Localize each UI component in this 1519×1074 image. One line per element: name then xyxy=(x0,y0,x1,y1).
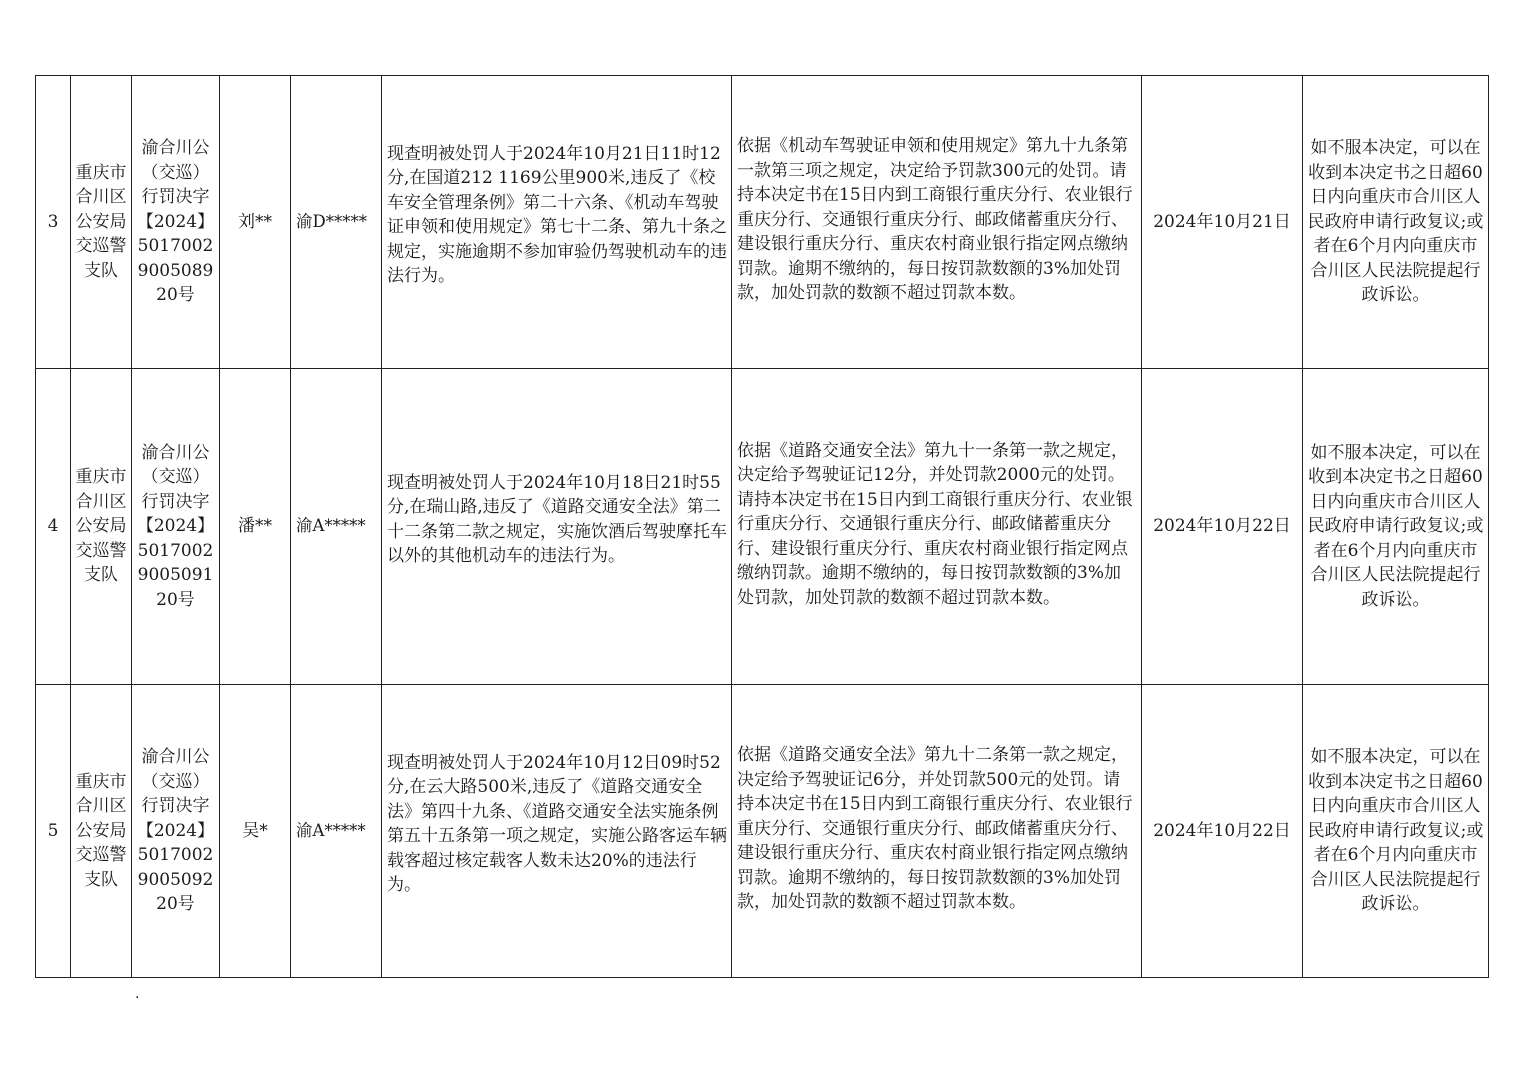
decision-cell: 依据《机动车驾驶证申领和使用规定》第九十九条第一款第三项之规定，决定给予罚款300元的处罚。请持本决定书在15日内到工商银行重庆分行、农业银行重庆分行、交通银行重庆分行、邮政储蓄重庆分行、建设银行重庆分行、重庆农村商业银行指定网点缴纳罚款。逾期不缴纳的，每日按罚款数额的3%加处罚款，加处罚款的数额不超过罚款本数。 xyxy=(732,76,1142,369)
table-row xyxy=(36,369,1489,685)
org-cell: 重庆市合川区公安局交巡警支队 xyxy=(71,685,132,978)
date-cell: 2024年10月22日 xyxy=(1142,685,1303,978)
org-cell: 重庆市合川区公安局交巡警支队 xyxy=(71,369,132,685)
name-cell: 潘** xyxy=(220,369,291,685)
table-row xyxy=(36,76,1489,369)
remedy-cell: 如不服本决定，可以在收到本决定书之日超60日内向重庆市合川区人民政府申请行政复议;或者在6个月内向重庆市合川区人民法院提起行政诉讼。 xyxy=(1303,76,1489,369)
table-row xyxy=(36,685,1489,978)
name-cell: 刘** xyxy=(220,76,291,369)
plate-cell: 渝D***** xyxy=(291,76,382,369)
date-cell: 2024年10月21日 xyxy=(1142,76,1303,369)
org-cell: 重庆市合川区公安局交巡警支队 xyxy=(71,76,132,369)
remedy-cell: 如不服本决定，可以在收到本决定书之日超60日内向重庆市合川区人民政府申请行政复议;或者在6个月内向重庆市合川区人民法院提起行政诉讼。 xyxy=(1303,685,1489,978)
decision-cell: 依据《道路交通安全法》第九十二条第一款之规定，决定给予驾驶证记6分，并处罚款500元的处罚。请持本决定书在15日内到工商银行重庆分行、农业银行重庆分行、交通银行重庆分行、邮政储蓄重庆分行、建设银行重庆分行、重庆农村商业银行指定网点缴纳罚款。逾期不缴纳的，每日按罚款数额的3%加处罚款，加处罚款的数额不超过罚款本数。 xyxy=(732,685,1142,978)
facts-cell: 现查明被处罚人于2024年10月12日09时52分,在云大路500米,违反了《道路交通安全法》第四十九条、《道路交通安全法实施条例第五十五条第一项之规定，实施公路客运车辆载客超过核定载客人数未达20%的违法行为。 xyxy=(382,685,732,978)
penalty-table xyxy=(35,75,1489,978)
seq-cell: 4 xyxy=(36,369,71,685)
name-cell: 吴* xyxy=(220,685,291,978)
seq-cell: 3 xyxy=(36,76,71,369)
facts-cell: 现查明被处罚人于2024年10月18日21时55分,在瑞山路,违反了《道路交通安全法》第二十二条第二款之规定，实施饮酒后驾驶摩托车以外的其他机动车的违法行为。 xyxy=(382,369,732,685)
doc-number-cell: 渝合川公（交巡）行罚决字【2024】5017002900509120号 xyxy=(132,369,220,685)
plate-cell: 渝A***** xyxy=(291,369,382,685)
trailing-mark: . xyxy=(135,986,140,1002)
doc-number-cell: 渝合川公（交巡）行罚决字【2024】5017002900508920号 xyxy=(132,76,220,369)
decision-cell: 依据《道路交通安全法》第九十一条第一款之规定，决定给予驾驶证记12分，并处罚款2000元的处罚。请持本决定书在15日内到工商银行重庆分行、农业银行重庆分行、交通银行重庆分行、邮政储蓄重庆分行、建设银行重庆分行、重庆农村商业银行指定网点缴纳罚款。逾期不缴纳的，每日按罚款数额的3%加处罚款，加处罚款的数额不超过罚款本数。 xyxy=(732,369,1142,685)
facts-cell: 现查明被处罚人于2024年10月21日11时12分,在国道212 1169公里900米,违反了《校车安全管理条例》第二十六条、《机动车驾驶证申领和使用规定》第七十二条、第九十条之规定，实施逾期不参加审验仍驾驶机动车的违法行为。 xyxy=(382,76,732,369)
doc-number-cell: 渝合川公（交巡）行罚决字【2024】5017002900509220号 xyxy=(132,685,220,978)
date-cell: 2024年10月22日 xyxy=(1142,369,1303,685)
seq-cell: 5 xyxy=(36,685,71,978)
remedy-cell: 如不服本决定，可以在收到本决定书之日超60日内向重庆市合川区人民政府申请行政复议;或者在6个月内向重庆市合川区人民法院提起行政诉讼。 xyxy=(1303,369,1489,685)
plate-cell: 渝A***** xyxy=(291,685,382,978)
